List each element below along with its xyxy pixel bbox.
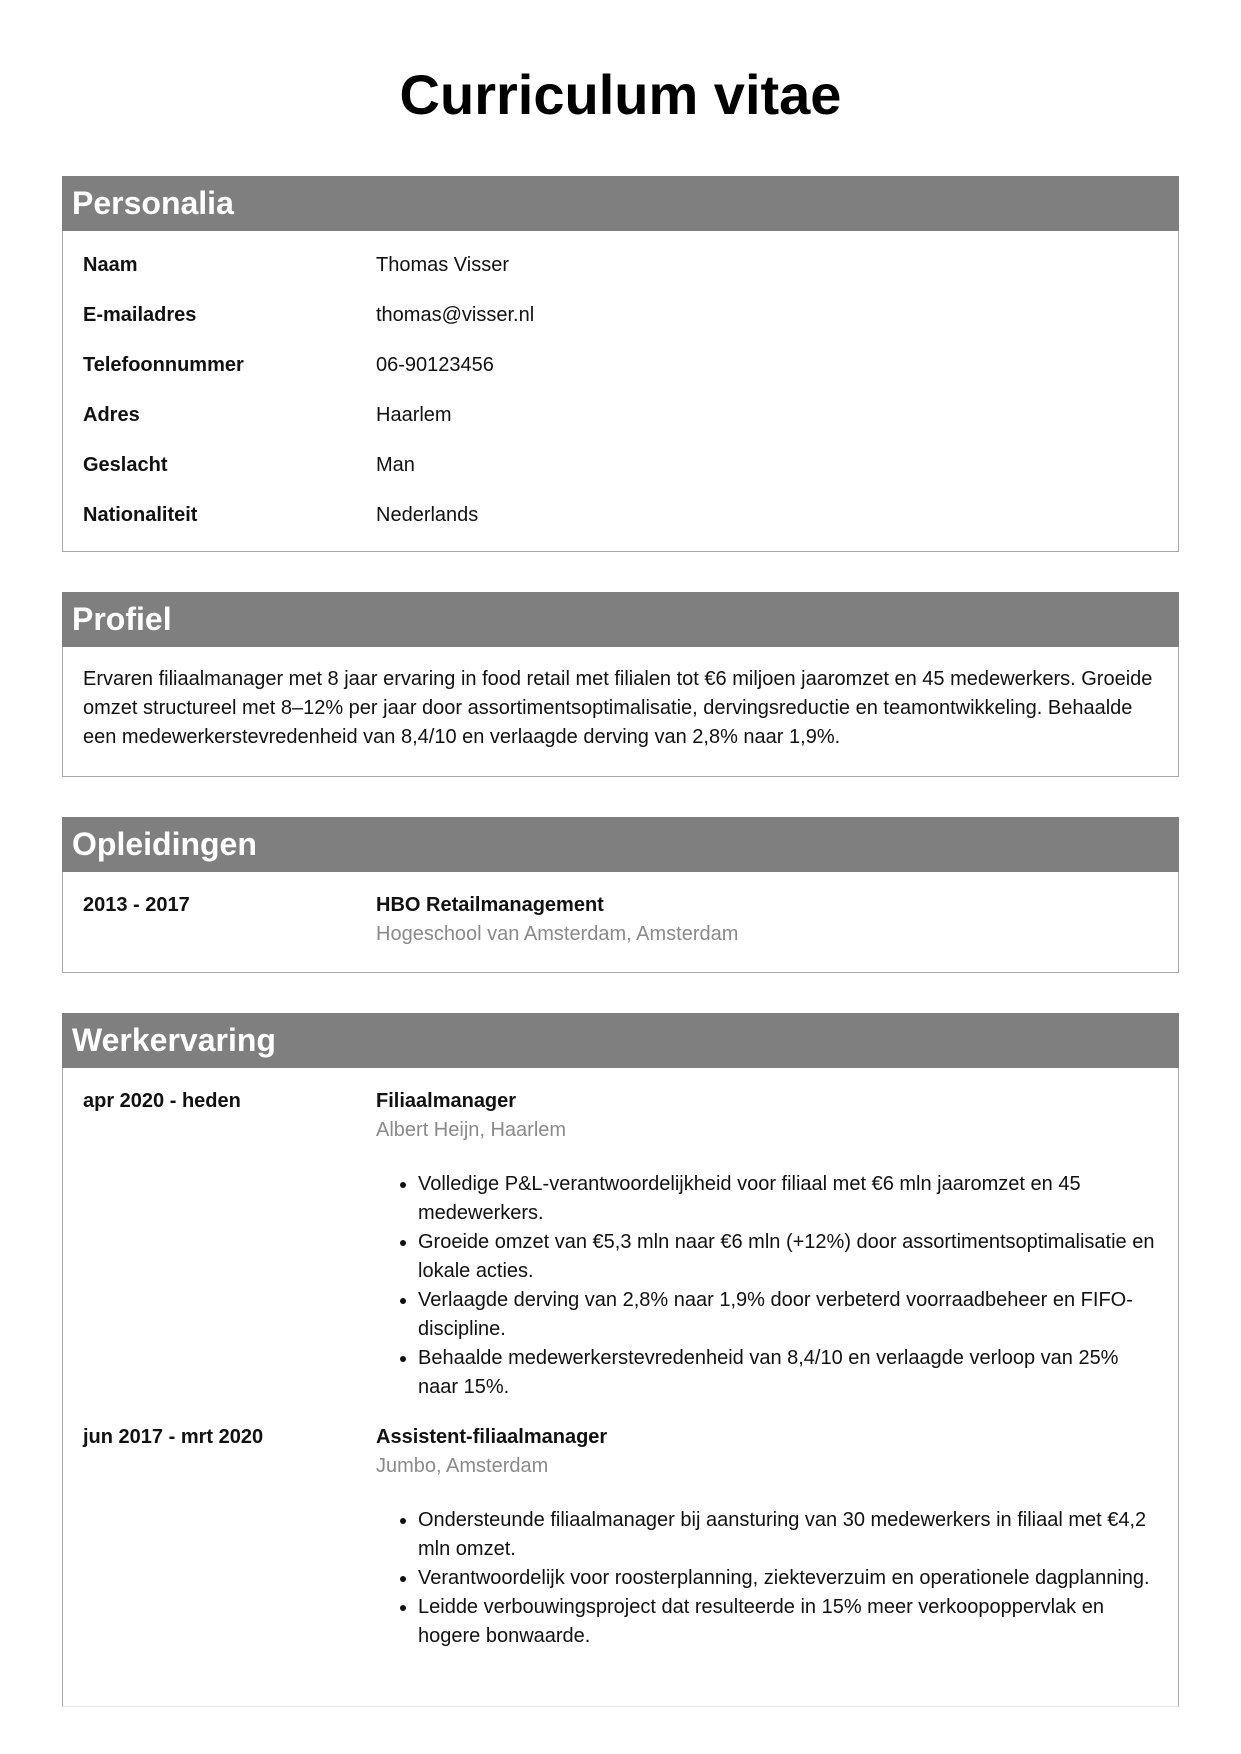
work-entry — [63, 1068, 1178, 1402]
list-item: • Groeide omzet van €5,3 mln naar €6 mln (+12%) door assortimentsoptimalisatie en lokale acties. — [418, 1228, 1160, 1286]
field-label: Nationaliteit — [83, 503, 198, 526]
education-entry — [63, 872, 1178, 949]
personalia-row-nationaliteit — [63, 490, 1178, 540]
entry-period: apr 2020 - heden — [83, 1090, 241, 1112]
personalia-row-naam — [63, 240, 1178, 290]
field-value: 06-90123456 — [376, 353, 494, 376]
list-item: • Ondersteunde filiaalmanager bij aansturing van 30 medewerkers in filiaal met €4,2 mln omzet. — [418, 1506, 1160, 1564]
personalia-section — [62, 176, 1179, 552]
field-label: Adres — [83, 403, 140, 426]
entry-details — [376, 891, 1178, 949]
field-label: Geslacht — [83, 453, 168, 476]
field-value: thomas@visser.nl — [376, 303, 535, 326]
entry-bullet-list — [376, 1506, 1160, 1651]
entry-details — [376, 1423, 1178, 1651]
field-label: Naam — [83, 253, 138, 276]
field-value: Thomas Visser — [376, 253, 510, 276]
werkervaring-section — [62, 1013, 1179, 1707]
entry-organization: Jumbo, Amsterdam — [376, 1455, 549, 1477]
entry-period: 2013 - 2017 — [83, 894, 190, 916]
entry-title: Filiaalmanager — [376, 1090, 517, 1112]
field-value: Nederlands — [376, 503, 479, 526]
list-item: • Leidde verbouwingsproject dat resulteerde in 15% meer verkoopoppervlak en hogere bonwaarde. — [418, 1593, 1160, 1651]
field-value: Haarlem — [376, 403, 452, 426]
profiel-text: Ervaren filiaalmanager met 8 jaar ervaring in food retail met filialen tot €6 miljoen jaaromzet en 45 medewerkers. Groeide omzet structureel met 8–12% per jaar door assortimentsoptimalisatie, dervingsreductie en teamontwikkeling. Behaalde een medewerkerstevredenheid van 8,4/10 en verlaagde derving van 2,8% naar 1,9%. — [83, 668, 1153, 748]
entry-title: HBO Retailmanagement — [376, 894, 604, 916]
personalia-row-adres — [63, 390, 1178, 440]
entry-period: jun 2017 - mrt 2020 — [83, 1426, 264, 1448]
section-heading: Profiel — [62, 592, 1179, 647]
field-label: E-mailadres — [83, 303, 197, 326]
section-heading: Werkervaring — [62, 1013, 1179, 1068]
personalia-row-geslacht — [63, 440, 1178, 490]
section-heading: Personalia — [62, 176, 1179, 231]
field-value: Man — [376, 453, 415, 476]
entry-organization: Albert Heijn, Haarlem — [376, 1119, 567, 1141]
list-item: • Verlaagde derving van 2,8% naar 1,9% door verbeterd voorraadbeheer en FIFO-discipline. — [418, 1286, 1160, 1344]
personalia-list — [63, 231, 1178, 551]
list-item: • Behaalde medewerkerstevredenheid van 8,4/10 en verlaagde verloop van 25% naar 15%. — [418, 1344, 1160, 1402]
opleidingen-section — [62, 817, 1179, 973]
field-label: Telefoonnummer — [83, 353, 244, 376]
entry-details — [376, 1087, 1178, 1402]
work-entry — [63, 1402, 1178, 1651]
entry-bullet-list — [376, 1170, 1160, 1402]
section-heading: Opleidingen — [62, 817, 1179, 872]
entry-organization: Hogeschool van Amsterdam, Amsterdam — [376, 923, 739, 945]
profiel-section — [62, 592, 1179, 777]
list-item: • Volledige P&L-verantwoordelijkheid voor filiaal met €6 mln jaaromzet en 45 medewerkers. — [418, 1170, 1160, 1228]
personalia-row-telefoon — [63, 340, 1178, 390]
list-item: • Verantwoordelijk voor roosterplanning, ziekteverzuim en operationele dagplanning. — [418, 1564, 1160, 1593]
entry-title: Assistent-filiaalmanager — [376, 1426, 608, 1448]
personalia-row-email — [63, 290, 1178, 340]
page-title: Curriculum vitae — [399, 63, 842, 126]
